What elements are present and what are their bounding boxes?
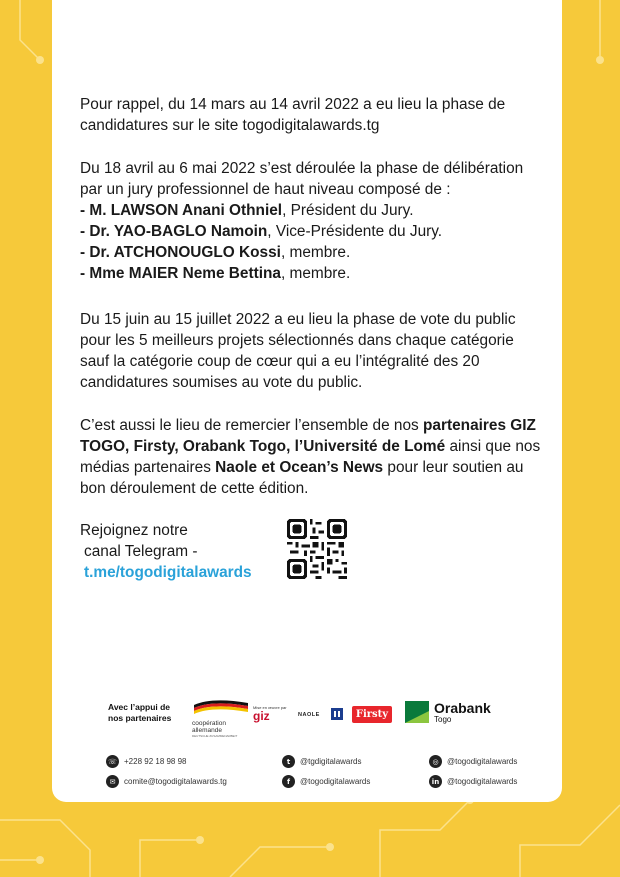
instagram-icon: ◎ — [429, 755, 442, 768]
cooperation-allemande-logo — [192, 697, 250, 737]
paragraph-text: Pour rappel, du 14 mars au 14 avril 2022 a eu lieu la phase de candidatures sur le site togodigitalawards.tg — [80, 96, 506, 134]
orabank-emblem-icon — [405, 701, 429, 723]
contact-twitter[interactable] — [282, 755, 361, 768]
paragraph-jury — [80, 158, 542, 284]
sponsors-label-line1: Avec l’appui de — [108, 702, 171, 712]
jury-name: - M. LAWSON Anani Othniel — [80, 202, 283, 219]
jury-member — [80, 242, 542, 263]
contact-text: comite@togodigitalawards.tg — [124, 777, 227, 786]
paragraph-text: Du 15 juin au 15 juillet 2022 a eu lieu la phase de vote du public pour les 5 meilleurs projets sélectionnés dans chaque catégorie sauf la catégorie coup de cœur qui a eu l’intégralité des 20 candidatures soumises au vote du public. — [80, 311, 516, 391]
jury-role: , Vice-Présidente du Jury. — [267, 223, 443, 240]
sponsors-label — [108, 702, 171, 724]
media-partners: Naole et Ocean’s News — [215, 459, 384, 476]
telegram-link[interactable]: t.me/togodigitalawards — [84, 564, 252, 581]
jury-member — [80, 263, 542, 284]
giz-logo — [253, 705, 293, 729]
linkedin-icon: in — [429, 775, 442, 788]
contact-text: @togodigitalawards — [447, 757, 518, 766]
paragraph-text — [80, 415, 542, 499]
orabank-text: Orabank — [434, 700, 491, 716]
orabank-subtext: Togo — [434, 715, 452, 724]
paragraph-partners — [80, 415, 542, 499]
twitter-icon: t — [282, 755, 295, 768]
contact-text: @togodigitalawards — [447, 777, 518, 786]
jury-member — [80, 221, 542, 242]
jury-name: - Dr. YAO-BAGLO Namoin — [80, 223, 268, 240]
contact-text: @tgdigitalawards — [300, 757, 362, 766]
text-span: ainsi que nos médias partenaires — [80, 438, 541, 476]
giz-text: giz — [253, 709, 270, 723]
jury-name: - Mme MAIER Neme Bettina — [80, 265, 281, 282]
jury-role: , membre. — [280, 265, 351, 282]
coop-text: DEUTSCHE ZUSAMMENARBEIT — [192, 734, 238, 738]
contact-phone[interactable] — [106, 755, 187, 768]
contact-instagram[interactable] — [429, 755, 517, 768]
qr-code-icon[interactable] — [287, 519, 347, 579]
paragraph-vote — [80, 309, 542, 393]
jury-name: - Dr. ATCHONOUGLO Kossi — [80, 244, 281, 261]
firsty-logo — [352, 706, 392, 723]
telegram-line2: canal Telegram - — [84, 543, 198, 560]
german-flag-wave-icon — [192, 697, 250, 715]
phone-icon: ☏ — [106, 755, 119, 768]
text-span: pour leur soutien au bon déroulement de cette édition. — [80, 459, 524, 497]
telegram-block — [80, 520, 252, 583]
jury-member — [80, 200, 542, 221]
contact-email[interactable] — [106, 775, 227, 788]
text-span: C’est aussi le lieu de remercier l’ensemble de nos — [80, 417, 424, 434]
giz-caption: Mise en œuvre par — [253, 705, 287, 710]
jury-intro: Du 18 avril au 6 mai 2022 s’est déroulée la phase de délibération par un jury professionnel de haut niveau composé de : — [80, 160, 524, 198]
contact-linkedin[interactable] — [429, 775, 517, 788]
contact-facebook[interactable] — [282, 775, 370, 788]
coop-text: coopération — [192, 720, 226, 727]
contact-text: @togodigitalawards — [300, 777, 371, 786]
email-icon: ✉ — [106, 775, 119, 788]
sponsors-label-line2: nos partenaires — [108, 713, 172, 723]
university-lome-logo-icon — [330, 707, 344, 721]
telegram-line1: Rejoignez notre — [80, 522, 188, 539]
paragraph-candidatures — [80, 94, 542, 136]
coop-text: allemande — [192, 727, 222, 734]
jury-role: , Président du Jury. — [282, 202, 414, 219]
firsty-text: Firsty — [355, 709, 389, 720]
contact-text: +228 92 18 98 98 — [124, 757, 187, 766]
orabank-logo — [405, 701, 491, 724]
naole-logo: NAOLE — [298, 712, 320, 718]
partners-list: partenaires GIZ TOGO, Firsty, Orabank Togo, l’Université de Lomé — [80, 417, 536, 455]
jury-role: , membre. — [280, 244, 351, 261]
facebook-icon: f — [282, 775, 295, 788]
